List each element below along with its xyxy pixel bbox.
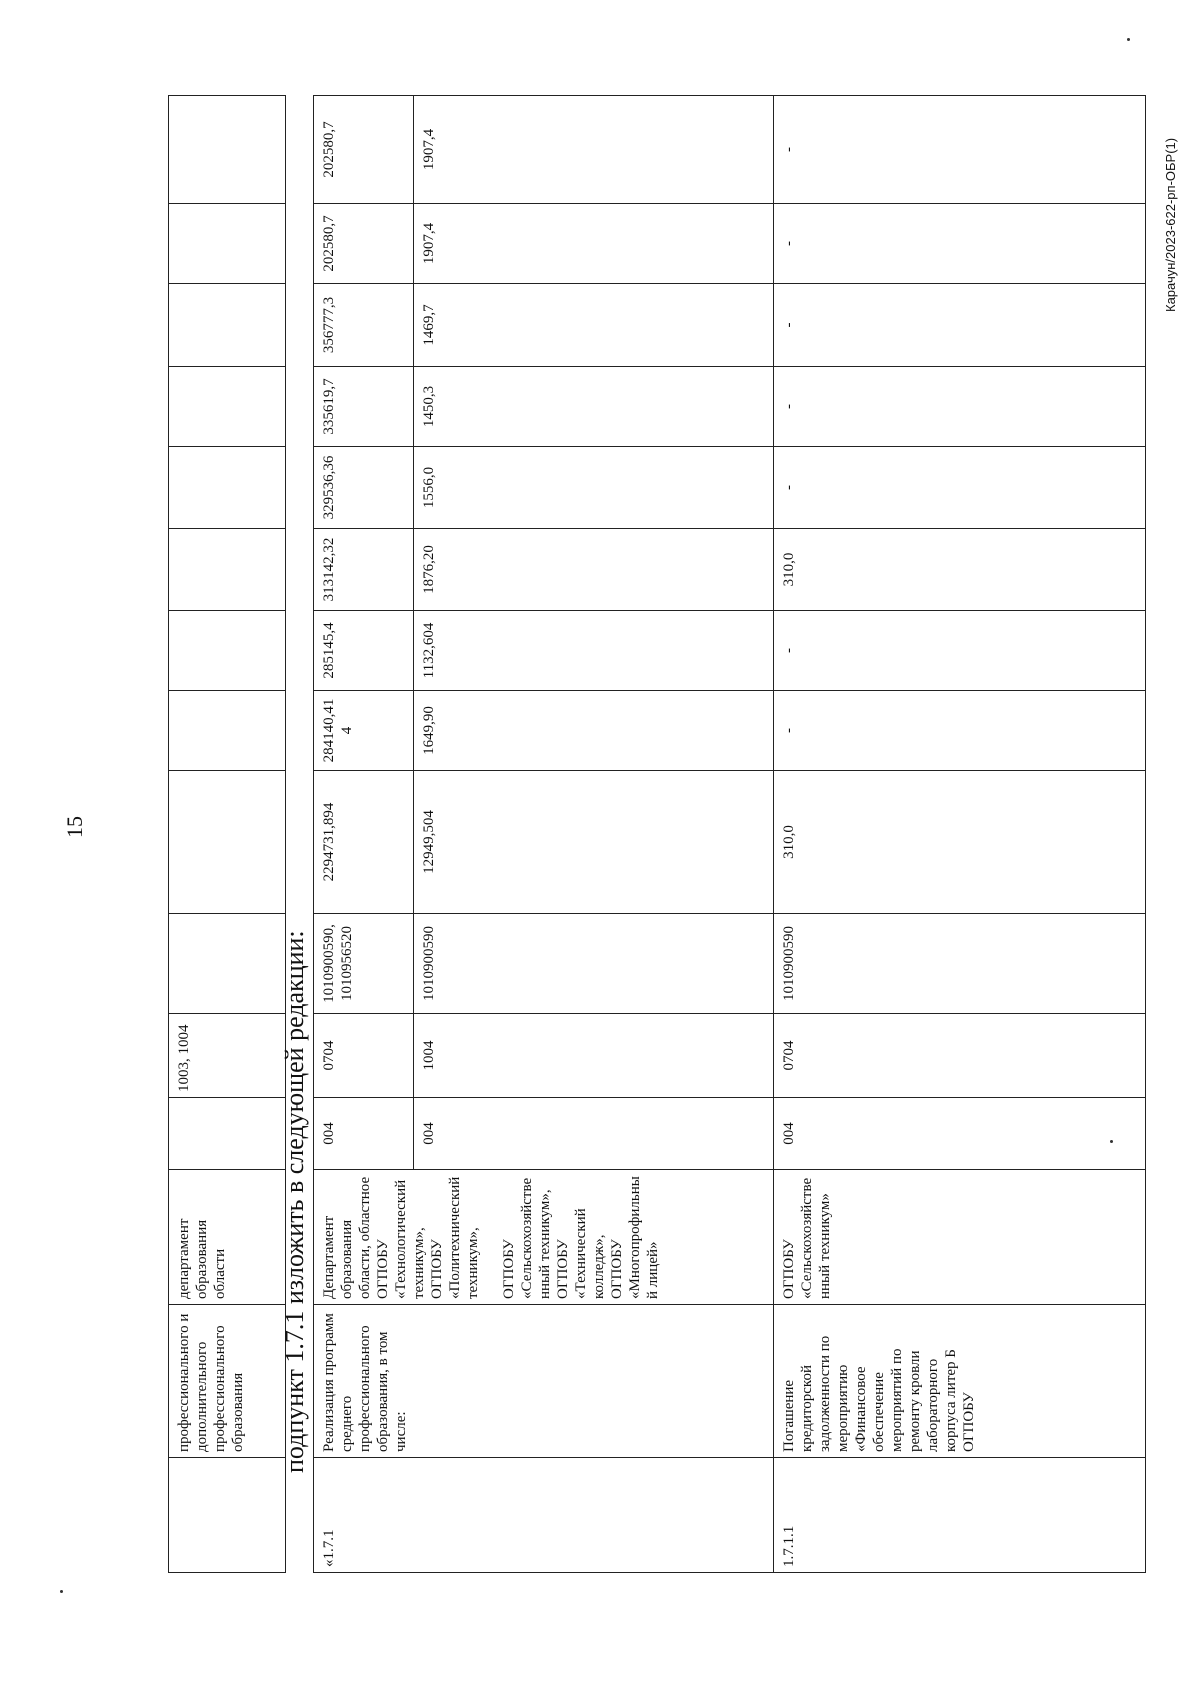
- table-row: [314, 96, 414, 1573]
- cell-y2020: 285145,4: [314, 611, 414, 691]
- cell-grbs: [169, 1098, 286, 1170]
- cell-y2023: [169, 367, 286, 447]
- cell-rzpr: 0704: [774, 1014, 1146, 1098]
- cell-y2025: [169, 204, 286, 284]
- cell-executor: департамент образования области: [169, 1170, 286, 1305]
- cell-total: 12949,504: [414, 771, 774, 914]
- scan-speck: [1127, 38, 1130, 41]
- cell-name: Погашение кредиторской задолженности по мероприятию «Финансовое обеспечение мероприятий по ремонту кровли лабораторного корпуса литер Б ОГПОБУ: [774, 1305, 1146, 1458]
- cell-y2020: [169, 611, 286, 691]
- cell-y2023: 1450,3: [414, 367, 774, 447]
- executor-text: Департамент образования области, областное ОГПОБУ «Технологический техникум», ОГПОБУ «Политехнический техникум»,: [321, 1176, 481, 1299]
- cell-grbs: 004: [314, 1098, 414, 1170]
- cell-name: Реализация программ среднего профессионального образования, в том числе:: [314, 1305, 774, 1458]
- cell-rzpr: 1003, 1004: [169, 1014, 286, 1098]
- cell-total: 2294731,894: [314, 771, 414, 914]
- cell-rzpr: 1004: [414, 1014, 774, 1098]
- cell-y2022: -: [774, 447, 1146, 529]
- cell-csr: 1010900590: [414, 914, 774, 1014]
- cell-y2024: 356777,3: [314, 284, 414, 367]
- cell-num: 1.7.1.1: [774, 1458, 1146, 1573]
- cell-csr: 1010900590: [774, 914, 1146, 1014]
- cell-grbs: 004: [774, 1098, 1146, 1170]
- cell-y2025: 1907,4: [414, 204, 774, 284]
- scan-speck: [60, 1590, 63, 1593]
- table-row: [774, 96, 1146, 1573]
- rotated-content: [168, 96, 1158, 1573]
- cell-total: [169, 771, 286, 914]
- cell-y2026: 1907,4: [414, 96, 774, 204]
- cell-y2020: -: [774, 611, 1146, 691]
- cell-executor: [314, 1170, 774, 1305]
- cell-grbs: 004: [414, 1098, 774, 1170]
- cell-num: «1.7.1: [314, 1458, 774, 1573]
- main-table: [313, 95, 1146, 1573]
- cell-y2023: 335619,7: [314, 367, 414, 447]
- cell-y2025: -: [774, 204, 1146, 284]
- cell-total: 310,0: [774, 771, 1146, 914]
- cell-y2019: 284140,414: [314, 691, 414, 771]
- cell-executor: ОГПОБУ «Сельскохозяйственный техникум»: [774, 1170, 1146, 1305]
- cell-y2024: -: [774, 284, 1146, 367]
- cell-y2020: 1132,604: [414, 611, 774, 691]
- cell-csr: 1010900590, 1010956520: [314, 914, 414, 1014]
- cell-rzpr: 0704: [314, 1014, 414, 1098]
- cell-y2021: 1876,20: [414, 529, 774, 611]
- cell-num: [169, 1458, 286, 1573]
- cell-y2026: 202580,7: [314, 96, 414, 204]
- cell-y2026: [169, 96, 286, 204]
- cell-y2026: -: [774, 96, 1146, 204]
- cell-csr: [169, 914, 286, 1014]
- table-row: [169, 96, 286, 1573]
- cell-y2024: [169, 284, 286, 367]
- executor-text-continued: ОГПОБУ «Сельскохозяйственный техникум», ОГПОБУ «Технический колледж», ОГПОБУ «Многопрофильный лицей»: [501, 1176, 661, 1299]
- cell-y2021: [169, 529, 286, 611]
- top-table-fragment: [168, 95, 286, 1573]
- cell-y2023: -: [774, 367, 1146, 447]
- document-code: Карачун/2023-622-рп-ОБР(1): [1163, 137, 1178, 312]
- cell-y2022: 329536,36: [314, 447, 414, 529]
- cell-y2019: [169, 691, 286, 771]
- cell-y2021: 313142,32: [314, 529, 414, 611]
- cell-y2019: 1649,90: [414, 691, 774, 771]
- cell-y2025: 202580,7: [314, 204, 414, 284]
- section-heading: подпункт 1.7.1 изложить в следующей редакции:: [280, 930, 309, 1473]
- cell-name: профессионального и дополнительного профессионального образования: [169, 1305, 286, 1458]
- cell-y2022: 1556,0: [414, 447, 774, 529]
- cell-y2024: 1469,7: [414, 284, 774, 367]
- cell-y2022: [169, 447, 286, 529]
- page-number: 15: [62, 816, 87, 838]
- cell-y2021: 310,0: [774, 529, 1146, 611]
- cell-y2019: -: [774, 691, 1146, 771]
